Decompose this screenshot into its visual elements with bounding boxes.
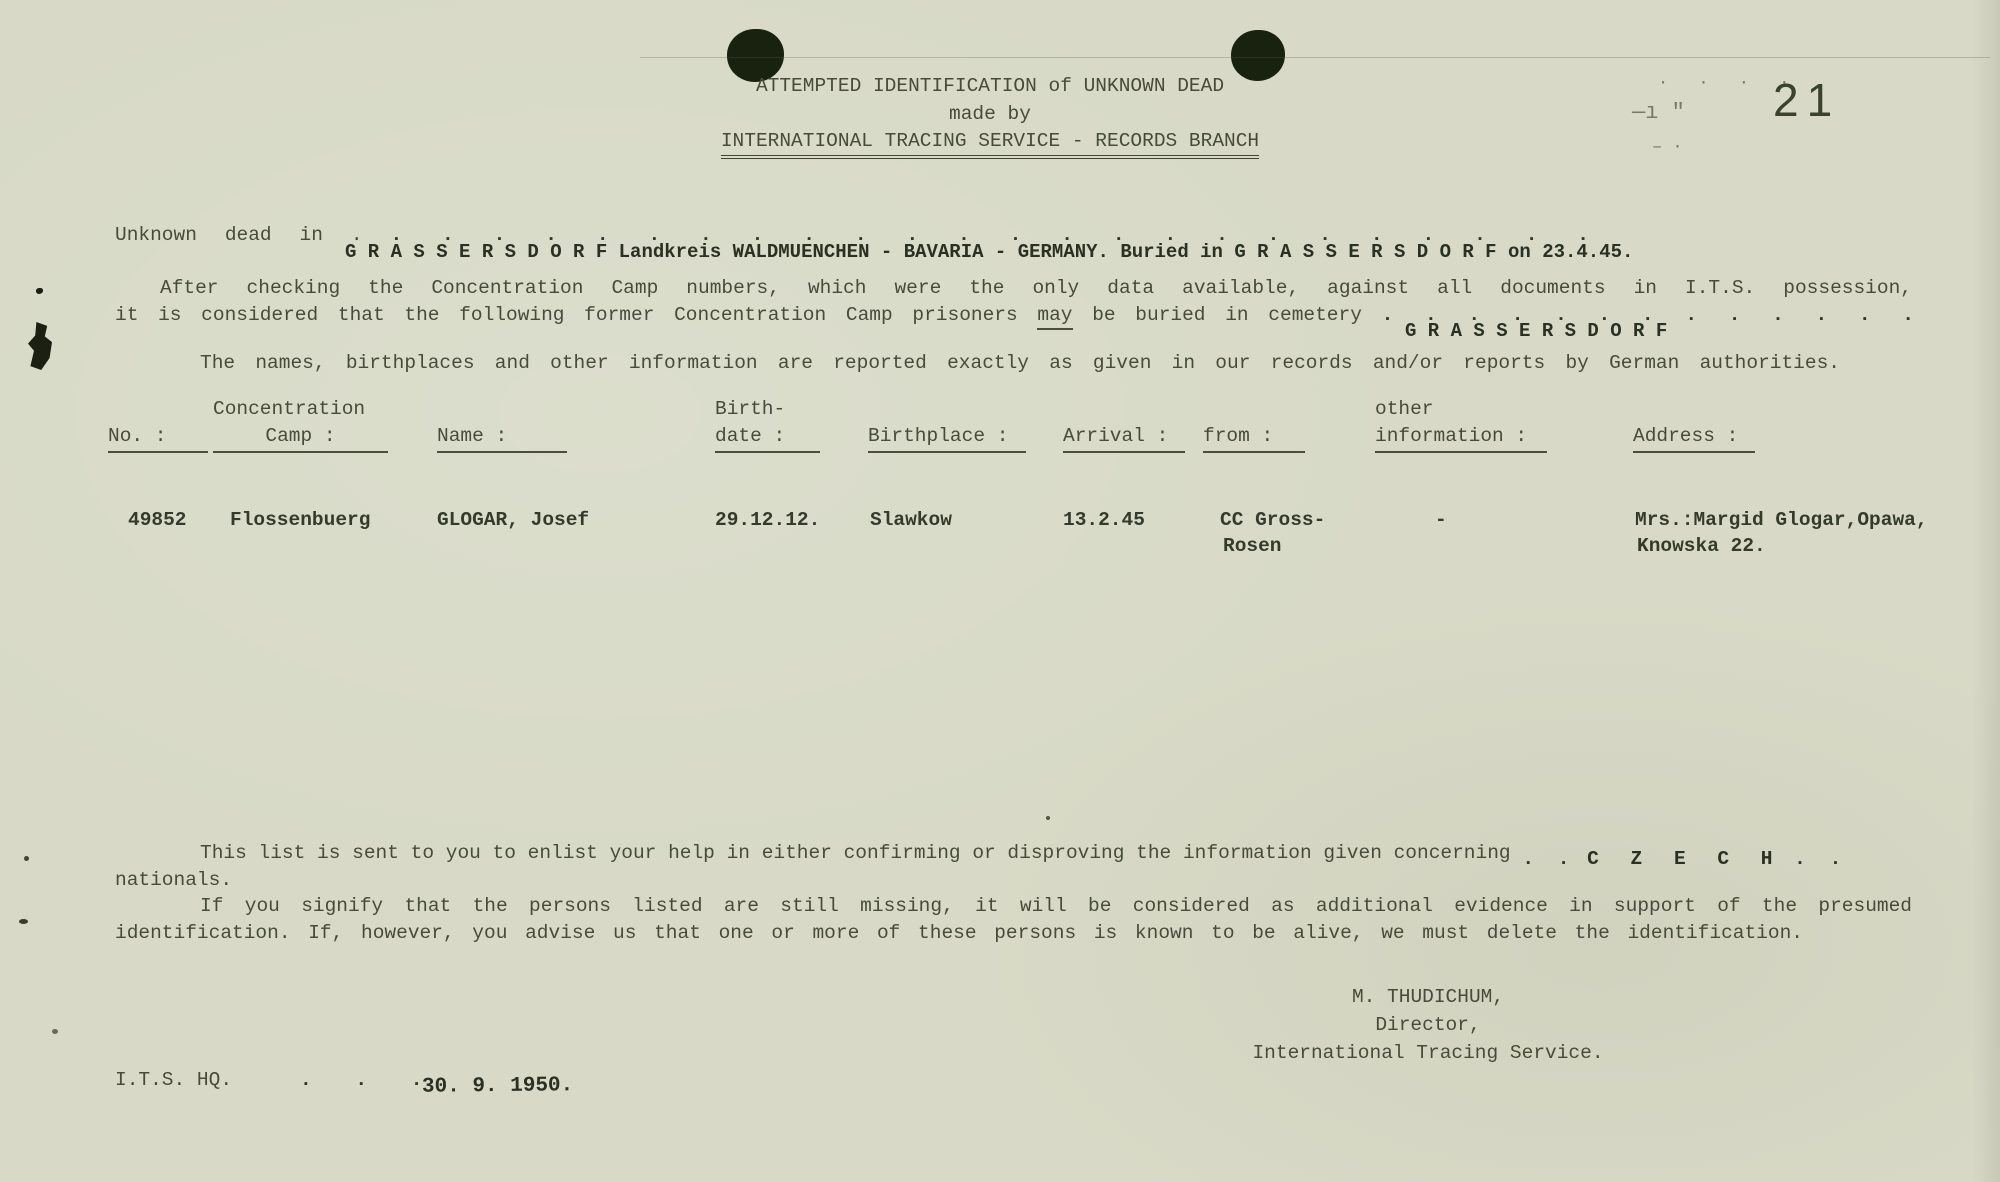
header-birthplace: Birthplace : [868,424,1026,453]
intro-label: Unknown dead in . [115,224,363,246]
cell-from-line1: CC Gross- [1220,509,1326,531]
footer-label: I.T.S. HQ. [115,1069,233,1091]
cell-birthdate: 29.12.12. [715,509,821,531]
scan-artifact-line [640,57,1990,58]
header-name: Name : [437,424,567,453]
header-arrival: Arrival : [1063,424,1185,453]
header-other-top: other [1375,398,1434,420]
header-camp: Camp : [213,424,388,453]
ink-speck-5 [1046,816,1050,820]
page-number: 21 [1773,74,1841,126]
pencil-marks-mid: —ı ″ [1632,100,1685,125]
header-from: from : [1203,424,1305,453]
cell-other: - [1435,509,1447,531]
underlined-word-may: may [1037,304,1072,330]
pencil-marks-top: · · · · [1658,74,1800,93]
org-name: INTERNATIONAL TRACING SERVICE - RECORDS BRANCH [721,130,1259,159]
cell-address-line1: Mrs.:Margid Glogar,Opawa, [1635,509,1928,531]
pencil-marks-low: – · [1652,138,1683,157]
paragraph-1-line-2: it is considered that the following former Concentration Camp prisoners may be buried in cemetery . . . . . . . . . . . . . [115,303,1920,327]
document-title [590,74,1390,98]
title-line1: ATTEMPTED IDENTIFICATION of UNKNOWN DEAD [755,75,1225,97]
closing-paragraph-2-line-1: If you signify that the persons listed are still missing, it will be considered as additional evidence in support of the presumed [200,895,1912,917]
header-birth-top: Birth- [715,398,786,420]
header-birthdate: date : [715,424,820,453]
cemetery-dotted-leader: . . . . . . . . . . . . . [1381,304,1920,326]
cell-from-line2: Rosen [1223,535,1282,557]
cell-camp: Flossenbuerg [230,509,371,531]
header-other-information: information : [1375,424,1547,453]
czech-insert: C Z E C H [1587,848,1783,870]
header-no: No. : [108,424,208,453]
title-made-by: made by [949,103,1031,125]
footer-date-insert: 30. 9. 1950. [421,1074,574,1099]
czech-dots-before: . . [1522,848,1576,870]
signature-title: Director, [1375,1014,1481,1036]
czech-dots-after: . . [1794,848,1848,870]
ink-speck-1 [36,288,43,294]
paragraph-1-line-1: After checking the Concentration Camp numbers, which were the only data available, against all documents in I.T.S. possession, [160,277,1912,299]
ink-speck-4 [52,1029,58,1034]
footer-dots: . . . [300,1069,439,1091]
paragraph-2: The names, birthplaces and other information are reported exactly as given in our records and/or reports by German authorities. [200,352,1840,374]
cell-birthplace: Slawkow [870,509,952,531]
signature-name: M. THUDICHUM, [1351,986,1505,1008]
cell-no: 49852 [128,509,187,531]
header-address: Address : [1633,424,1755,453]
cemetery-insert: G R A S S E R S D O R F [1405,320,1668,342]
ink-speck-3 [19,919,28,924]
signature-org: International Tracing Service. [1252,1042,1604,1064]
cell-address-line2: Knowska 22. [1637,535,1766,557]
title-org [590,129,1390,153]
cell-name: GLOGAR, Josef [437,509,590,531]
closing-paragraph-1-line-1: This list is sent to you to enlist your help in either confirming or disproving the information given concerning . . C Z E C H . . [200,842,1848,870]
header-concentration-top: Concentration [213,398,366,420]
ink-blob [28,322,52,370]
intro-dotted-leader: . . . . . . . . . . . . . . . . . . . . . . . . [390,224,1595,246]
closing-paragraph-1-line-2: nationals. [115,869,233,891]
cell-arrival: 13.2.45 [1063,509,1145,531]
closing-paragraph-2-line-2: identification. If, however, you advise us that one or more of these persons is known to be alive, we must delete the identification. [115,922,1803,944]
intro-insert-location: G R A S S E R S D O R F Landkreis WALDMUENCHEN - BAVARIA - GERMANY. Buried in G R A S S E R S D O R F on 23.4.45. [345,241,1634,263]
ink-speck-2 [24,856,29,861]
